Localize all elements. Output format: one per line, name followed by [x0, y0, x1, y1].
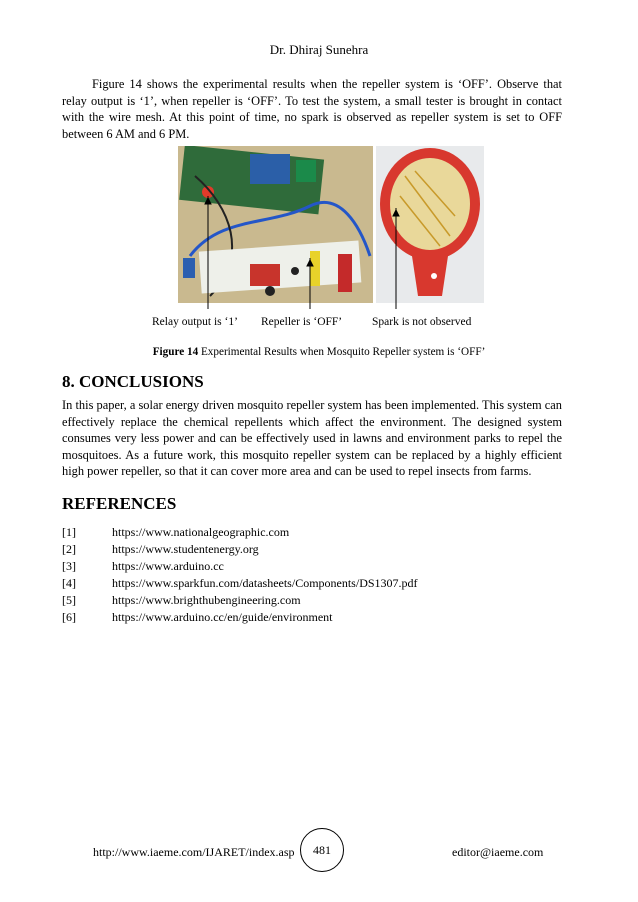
experimental-results-figure	[150, 146, 490, 334]
conclusions-heading: 8. CONCLUSIONS	[62, 372, 204, 391]
reference-number: [5]	[62, 593, 76, 607]
reference-number: [2]	[62, 542, 76, 556]
reference-link[interactable]: https://www.brighthubengineering.com	[112, 593, 301, 607]
figure-label-repeller: Repeller is ‘OFF’	[261, 316, 343, 328]
figure-caption-number: Figure 14	[152, 346, 199, 358]
reference-item	[62, 524, 418, 541]
reference-number: [6]	[62, 610, 76, 624]
reference-number: [3]	[62, 559, 76, 573]
references-heading: REFERENCES	[62, 494, 177, 513]
footer-email[interactable]: editor@iaeme.com	[452, 845, 544, 859]
reference-link[interactable]: https://www.arduino.cc	[112, 559, 224, 573]
reference-item	[62, 541, 418, 558]
reference-item	[62, 592, 418, 609]
reference-link[interactable]: https://www.sparkfun.com/datasheets/Components/DS1307.pdf	[112, 576, 418, 590]
running-header: Dr. Dhiraj Sunehra	[269, 42, 369, 57]
figure-caption	[0, 346, 638, 358]
figure-label-relay: Relay output is ‘1’	[152, 316, 238, 328]
conclusions-paragraph: In this paper, a solar energy driven mosquito repeller system has been implemented. This system can effectively replace the chemical repellents which affect the environment. The designed system consumes very less power and can be effectively used in lawns and environment parks to repel the mosquitoes. As a future work, this mosquito repeller system can be replaced by a highly efficient high power repeller, so that it can cover more area and can be used to repel insects from farms.	[62, 398, 562, 478]
page-number: 481	[300, 828, 344, 872]
reference-number: [1]	[62, 525, 76, 539]
references-list	[62, 524, 418, 626]
reference-item	[62, 575, 418, 592]
figure-caption-text: Experimental Results when Mosquito Repeller system is ‘OFF’	[198, 346, 486, 358]
reference-link[interactable]: https://www.studentenergy.org	[112, 542, 259, 556]
reference-item	[62, 609, 418, 626]
circuit-photo	[178, 146, 373, 303]
intro-paragraph: Figure 14 shows the experimental results when the repeller system is ‘OFF’. Observe that relay output is ‘1’, when repeller is ‘OFF’. To test the system, a small tester is brought in contact with the wire mesh. At this point of time, no spark is observed as repeller system is set to OFF between 6 AM and 6 PM.	[62, 77, 562, 141]
reference-link[interactable]: https://www.arduino.cc/en/guide/environment	[112, 610, 333, 624]
footer-url[interactable]: http://www.iaeme.com/IJARET/index.asp	[93, 845, 295, 859]
figure-label-spark: Spark is not observed	[372, 316, 472, 328]
reference-number: [4]	[62, 576, 76, 590]
racket-photo	[376, 146, 484, 303]
reference-link[interactable]: https://www.nationalgeographic.com	[112, 525, 290, 539]
reference-item	[62, 558, 418, 575]
